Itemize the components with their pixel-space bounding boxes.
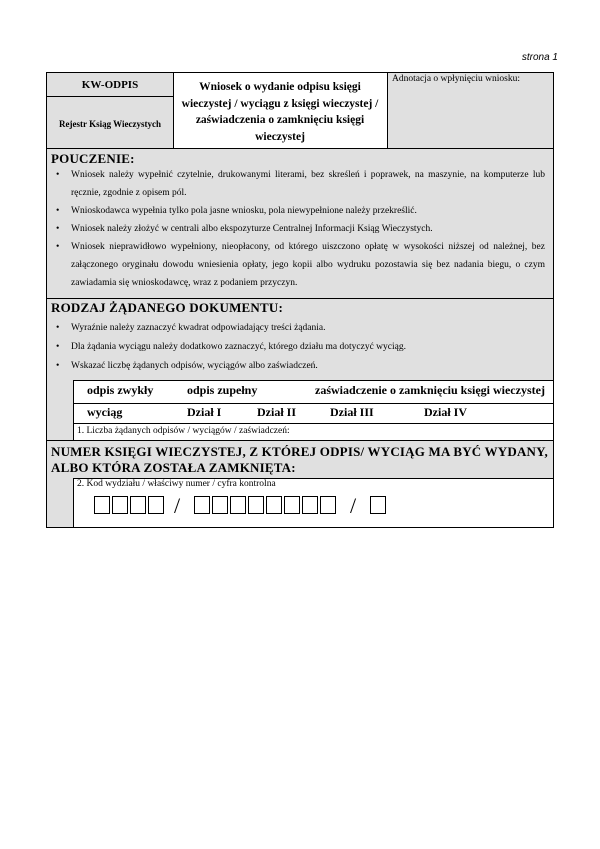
kw-number-title: NUMER KSIĘGI WIECZYSTEJ, Z KTÓREJ ODPIS/ WYCIĄG MA BYĆ WYDANY, ALBO KTÓRA ZOSTAŁA ZAMKNIĘTA: — [51, 444, 548, 475]
instruction-item: • Wniosek nieprawidłowo wypełniony, nieopłacony, od którego uiszczono opłatę w wysokości niższej od należnej, bez załączonego oryginału dowodu wniesienia opłaty, jego kopii albo wydruku pozostawia się bez nadania biegu, o czym zawiadamia się wnioskodawcę, wraz z podaniem przyczyn. — [47, 238, 545, 292]
header-divider — [47, 96, 173, 97]
registry-label: Rejestr Ksiąg Wieczystych — [59, 119, 161, 129]
form-code: KW-ODPIS — [81, 79, 139, 91]
kw-number-box[interactable] — [320, 496, 336, 514]
instruction-item: • Wniosek należy wypełnić czytelnie, drukowanymi literami, bez skreśleń i poprawek, na maszynie, na komputerze lub ręcznie, zgodnie z opisem pól. — [47, 166, 545, 202]
kw-number-box[interactable] — [248, 496, 264, 514]
document-type-item: • Wyraźnie należy zaznaczyć kwadrat odpowiadający treści żądania. — [47, 319, 545, 338]
document-type-item: • Wskazać liczbę żądanych odpisów, wyciągów albo zaświadczeń. — [47, 357, 545, 376]
page-number: strona 1 — [521, 52, 558, 63]
option-wyciag[interactable]: wyciąg — [87, 405, 123, 419]
option-dzial-4[interactable]: Dział IV — [424, 405, 467, 419]
separator-slash: / — [174, 493, 181, 518]
annotation-label: Adnotacja o wpłynięciu wniosku: — [392, 74, 520, 84]
option-odpis-zupelny[interactable]: odpis zupełny — [187, 383, 258, 397]
form-title: Wniosek o wydanie odpisu księgi wieczystej / wyciągu z księgi wieczystej / zaświadczenia o zamknięciu księgi wieczystej — [181, 81, 379, 143]
court-code-box[interactable] — [148, 496, 164, 514]
instructions-list — [47, 166, 545, 292]
court-code-box[interactable] — [130, 496, 146, 514]
kw-number-box[interactable] — [302, 496, 318, 514]
annotation-cell — [387, 73, 553, 148]
court-code-box[interactable] — [112, 496, 128, 514]
count-field-label: 1. Liczba żądanych odpisów / wyciągów / zaświadczeń: — [77, 426, 290, 436]
option-dzial-3[interactable]: Dział III — [330, 405, 374, 419]
document-type-item: • Dla żądania wyciągu należy dodatkowo zaznaczyć, którego działu ma dotyczyć wyciąg. — [47, 338, 545, 357]
option-zaswiadczenie[interactable]: zaświadczenie o zamknięciu księgi wieczystej — [315, 383, 545, 397]
document-type-title: RODZAJ ŻĄDANEGO DOKUMENTU: — [51, 300, 283, 315]
option-dzial-2[interactable]: Dział II — [257, 405, 296, 419]
kw-number-field-label: 2. Kod wydziału / właściwy numer / cyfra kontrolna — [77, 479, 276, 489]
kw-number-box[interactable] — [266, 496, 282, 514]
court-code-box[interactable] — [94, 496, 110, 514]
instruction-item: • Wnioskodawca wypełnia tylko pola jasne wniosku, pola niewypełnione należy przekreślić. — [47, 202, 545, 220]
document-type-list — [47, 319, 545, 376]
instruction-item: • Wniosek należy złożyć w centrali albo ekspozyturze Centralnej Informacji Ksiąg Wieczystych. — [47, 220, 545, 238]
kw-number-box[interactable] — [212, 496, 228, 514]
separator-slash: / — [350, 493, 357, 518]
kw-number-box[interactable] — [284, 496, 300, 514]
check-digit-box[interactable] — [370, 496, 386, 514]
option-dzial-1[interactable]: Dział I — [187, 405, 222, 419]
option-odpis-zwykly[interactable]: odpis zwykły — [87, 383, 154, 397]
instructions-title: POUCZENIE: — [51, 151, 135, 166]
kw-odpis-form — [46, 72, 554, 528]
count-field[interactable] — [287, 424, 551, 439]
kw-number-box[interactable] — [194, 496, 210, 514]
kw-number-box[interactable] — [230, 496, 246, 514]
